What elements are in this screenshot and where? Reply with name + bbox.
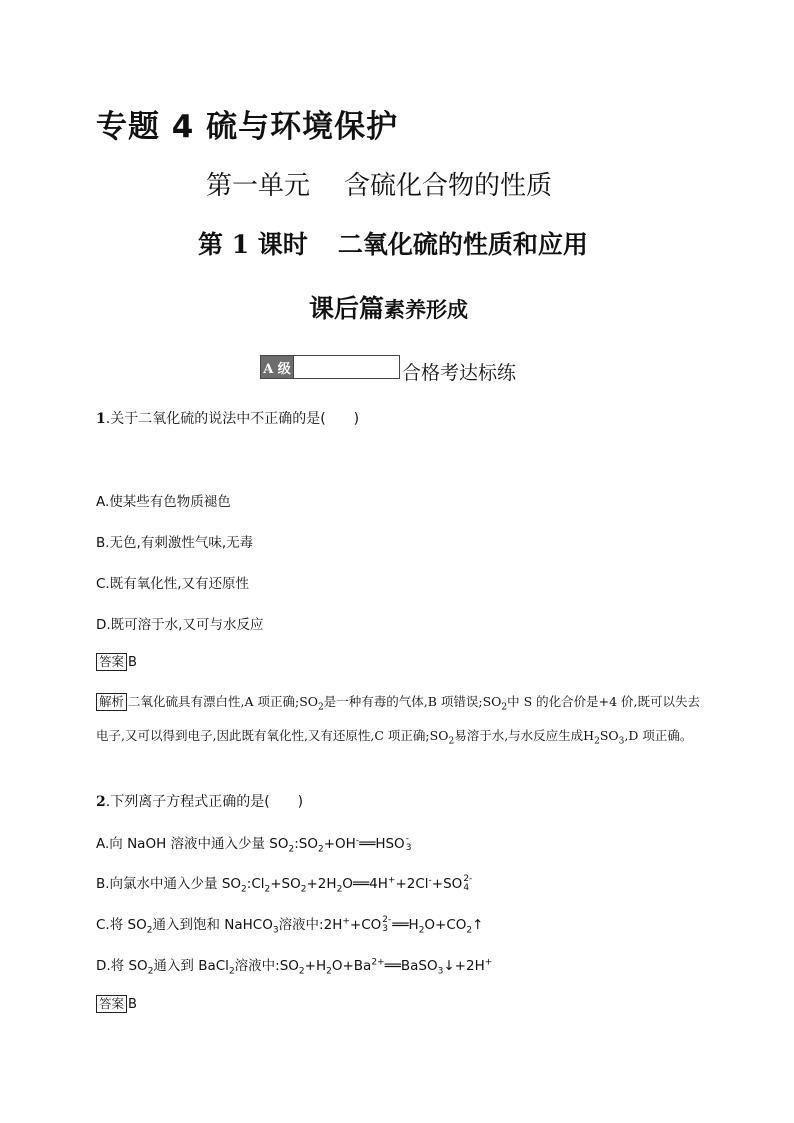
- lesson-name: 二氧化硫的性质和应用: [337, 230, 588, 259]
- answer-value: B: [128, 997, 137, 1012]
- q2-option-c: C.将 $SO_2$通入到饱和 NaHCO$_3$溶液中:2H++CO 2- 3 $══H_2O+CO_2↑$: [96, 915, 484, 936]
- level-banner: [260, 349, 517, 384]
- question-2-number: 2: [96, 794, 106, 810]
- q1-option-b: B.无色,有刺激性气味,无毒: [96, 535, 254, 551]
- q1-answer: [96, 653, 137, 671]
- explain-tag: 解析: [96, 693, 127, 711]
- level-blank-box: [294, 355, 400, 379]
- q1-explanation: 解析 二氧化硫具有漂白性,A 项正确$;SO_2$是一种有毒的气体,B 项错误$;SO_2$中 S 的化合价是+4 价,既可以失去电子,又可以得到电子,因此既有氧化性,又有还原性,C 项正确$;SO_2$易溶于水,与水反应生成$H_2SO_3,D$ 项正确。: [96, 694, 701, 746]
- q1-option-a: A.使某些有色物质褪色: [96, 494, 231, 510]
- q2-option-d: D.将 $SO_2$通入到 BaCl$_2$溶液中$:SO_2+H_2O+Ba^{2+}══BaSO_3↓+2H^+$: [96, 957, 493, 977]
- lesson-title: [198, 225, 588, 261]
- question-1-text: .关于二氧化硫的说法中不正确的是( ): [105, 411, 360, 427]
- chapter-title: 专题 4 硫与环境保护: [96, 109, 399, 145]
- q2-option-b: B.向氯水中通入少量 $SO_2:Cl_2+SO_2+2H_2O══4H^++2Cl^-+SO$ 2- 4: [96, 874, 473, 895]
- question-2-text: .下列离子方程式正确的是( ): [105, 794, 304, 810]
- level-badge: A 级: [260, 355, 294, 379]
- question-1-stem: [96, 408, 359, 428]
- question-1-number: 1: [96, 411, 106, 427]
- q1-option-d: D.既可溶于水,又可与水反应: [96, 617, 264, 633]
- unit-prefix: 第一单元: [206, 171, 311, 201]
- answer-tag: 答案: [96, 995, 127, 1013]
- q2-option-a: A.向 NaOH 溶液中通入少量 $SO_2:SO_2+OH^-══HSO$ - 3: [96, 834, 412, 855]
- lesson-prefix: 第 1 课时: [198, 230, 308, 259]
- q2-answer: [96, 995, 137, 1013]
- answer-value: B: [128, 655, 137, 670]
- q1-option-c: C.既有氧化性,又有还原性: [96, 576, 250, 592]
- question-2-stem: [96, 791, 303, 811]
- unit-title: [206, 165, 552, 202]
- section-sub: 素养形成: [384, 298, 469, 322]
- section-main: 课后篇: [309, 294, 385, 323]
- section-title: [309, 289, 468, 325]
- answer-tag: 答案: [96, 653, 127, 671]
- level-text: 合格考达标练: [402, 362, 517, 384]
- unit-name: 含硫化合物的性质: [344, 171, 553, 201]
